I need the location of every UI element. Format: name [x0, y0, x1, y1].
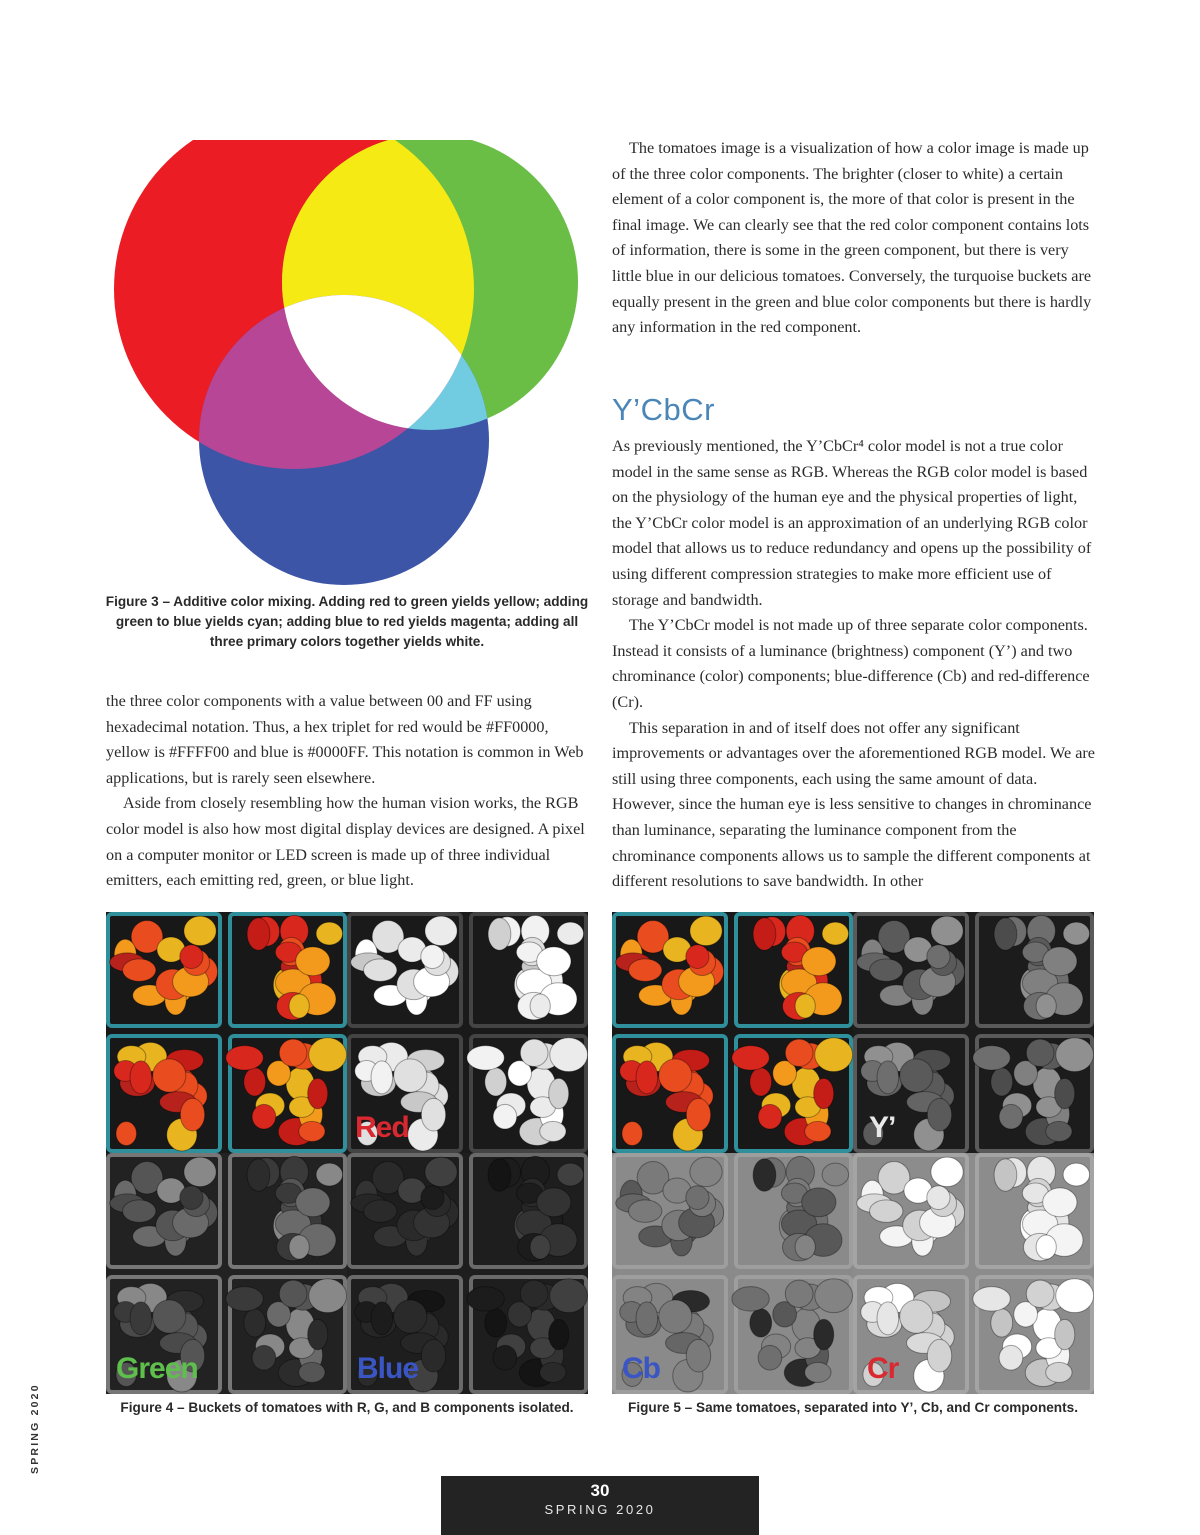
tomatoes-color-panel	[106, 912, 347, 1153]
paragraph: The Y’CbCr model is not made up of three separate color components. Instead it consists of a luminance (brightness) component (Y’) and two chrominance (color) components; blue-difference (Cb) and red-difference (Cr).	[612, 616, 1090, 711]
figure5-caption: Figure 5 – Same tomatoes, separated into Y’, Cb, and Cr components.	[628, 1400, 1078, 1415]
side-issue-text: SPRING 2020	[29, 1383, 41, 1474]
red-label: Red	[355, 1111, 409, 1144]
tomatoes-ycbcr-figure	[612, 912, 1094, 1394]
green-label: Green	[116, 1352, 198, 1385]
side-issue-label	[29, 1383, 49, 1494]
paragraph: This separation in and of itself does not offer any significant improvements or advantages over the aforementioned RGB model. We are still using three components, each using the same amount of data. However, since the human eye is less sensitive to changes in chrominance than luminance, separating the luminance component from the chrominance components allows us to sample the different components at different resolutions to save bandwidth. In other	[612, 718, 1095, 891]
paragraph: The tomatoes image is a visualization of how a color image is made up of the three color components. The brighter (closer to white) a certain element of a color component is, the more of that color is present in the final image. We can clearly see that the red color component contains lots of information, there is some in the green component, but there is very little blue in our delicious tomatoes. Conversely, the turquoise buckets are equally present in the green and blue color components but there is hardly any information in the red component.	[612, 139, 1092, 337]
blue-label: Blue	[357, 1352, 419, 1385]
tomatoes-blue-panel	[347, 1153, 588, 1394]
tomatoes-rgb-figure	[106, 912, 588, 1394]
paragraph: the three color components with a value between 00 and FF using hexadecimal notation. Thus, a hex triplet for red would be #FF0000, yellow is #FFFF00 and blue is #0000FF. This notation is common in Web applications, but is rarely seen elsewhere.	[106, 692, 584, 787]
figure4-caption: Figure 4 – Buckets of tomatoes with R, G, and B components isolated.	[120, 1400, 574, 1415]
tomatoes-color-panel	[612, 912, 853, 1153]
additive-color-diagram	[105, 140, 589, 588]
footer-issue: SPRING 2020	[544, 1502, 656, 1517]
tomatoes-cb-panel	[612, 1153, 853, 1394]
y-label: Y’	[869, 1111, 896, 1144]
cr-label: Cr	[867, 1352, 899, 1385]
tomatoes-red-panel	[347, 912, 588, 1153]
section-heading: Y’CbCr	[612, 392, 715, 427]
tomatoes-green-panel	[106, 1153, 347, 1394]
left-column-text	[106, 689, 592, 894]
tomatoes-y-panel	[853, 912, 1094, 1153]
figure3-caption: Figure 3 – Additive color mixing. Adding red to green yields yellow; adding green to blue yields cyan; adding blue to red yields magenta; adding all three primary colors together yields white.	[105, 594, 589, 649]
cb-label: Cb	[622, 1352, 660, 1385]
tomatoes-cr-panel	[853, 1153, 1094, 1394]
paragraph: Aside from closely resembling how the human vision works, the RGB color model is also how most digital display devices are designed. A pixel on a computer monitor or LED screen is made up of three individual emitters, each emitting red, green, or blue light.	[106, 794, 585, 890]
right-column-text	[612, 434, 1100, 895]
page-footer	[441, 1476, 759, 1535]
right-column-intro	[612, 136, 1100, 341]
page-number: 30	[590, 1481, 610, 1500]
paragraph: As previously mentioned, the Y’CbCr⁴ color model is not a true color model in the same sense as RGB. Whereas the RGB color model is based on the physiology of the human eye and the physical properties of light, the Y’CbCr color model is an approximation of an underlying RGB color model that allows us to reduce redundancy and opens up the possibility of using different compression strategies to make more efficient use of storage and bandwidth.	[612, 437, 1092, 609]
